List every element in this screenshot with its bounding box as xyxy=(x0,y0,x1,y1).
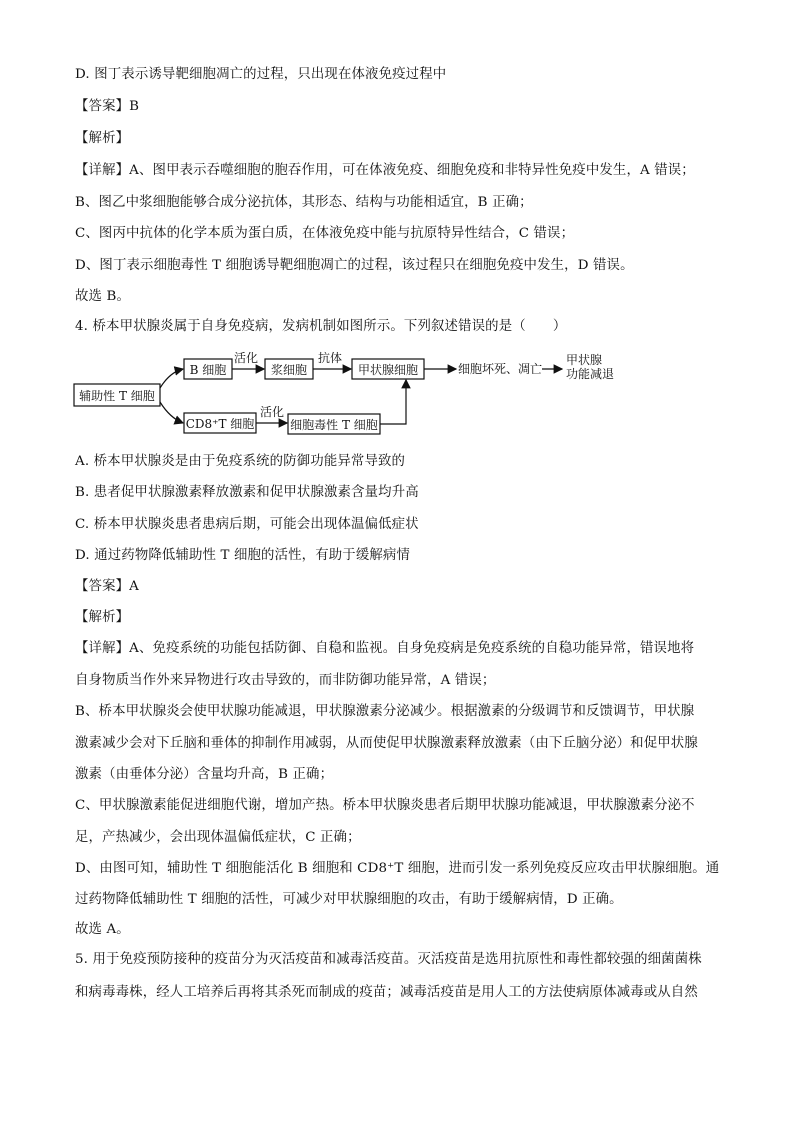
line-18: 激素减少会对下丘脑和垂体的抑制作用减弱，从而使促甲状腺激素释放激素（由下丘脑分泌）和促甲状腺 xyxy=(75,736,698,751)
question-5-line1: 5. 用于免疫预防接种的疫苗分为灭活疫苗和减毒活疫苗。灭活疫苗是选用抗原性和毒性都较强的细菌菌株 xyxy=(75,952,702,967)
line-3: 【详解】A、图甲表示吞噬细胞的胞吞作用，可在体液免疫、细胞免疫和非特异性免疫中发生，A 错误； xyxy=(75,163,695,178)
line-19: 激素（由垂体分泌）含量均升高，B 正确； xyxy=(75,767,334,782)
line-7: 故选 B。 xyxy=(75,289,131,304)
cd8-t-label: CD8⁺T 细胞 xyxy=(185,417,255,431)
activate-label-2: 活化 xyxy=(260,405,285,419)
question-4-stem: 4. 桥本甲状腺炎属于自身免疫病，发病机制如图所示。下列叙述错误的是（ ） xyxy=(75,319,567,334)
b-cell-label: B 细胞 xyxy=(189,363,227,377)
line-6: D、图丁表示细胞毒性 T 细胞诱导靶细胞凋亡的过程，该过程只在细胞免疫中发生，D 错误。 xyxy=(75,258,634,273)
answer-4: 【答案】A xyxy=(75,579,139,594)
plasma-cell-label: 浆细胞 xyxy=(270,363,308,377)
result-label-line1: 甲状腺 xyxy=(566,353,603,367)
option-b: B. 患者促甲状腺激素释放激素和促甲状腺激素含量均升高 xyxy=(75,485,419,500)
antibody-label: 抗体 xyxy=(318,351,343,365)
line-20: C、甲状腺激素能促进细胞代谢，增加产热。桥本甲状腺炎患者后期甲状腺功能减退，甲状腺激素分泌不 xyxy=(75,798,695,813)
activate-label-1: 活化 xyxy=(234,351,259,365)
arrow-cytotoxic-to-thyroid xyxy=(380,380,406,424)
pathogenesis-diagram xyxy=(72,350,632,440)
line-24: 故选 A。 xyxy=(75,922,130,937)
question-5-line2: 和病毒毒株，经人工培养后再将其杀死而制成的疫苗；减毒活疫苗是用人工的方法使病原体减毒或从自然 xyxy=(75,985,698,1000)
line-22: D、由图可知，辅助性 T 细胞能活化 B 细胞和 CD8⁺T 细胞，进而引发一系列免疫反应攻击甲状腺细胞。通 xyxy=(75,861,720,876)
line-1: 【答案】B xyxy=(75,99,140,114)
analysis-4: 【解析】 xyxy=(75,610,130,625)
line-21: 足，产热减少，会出现体温偏低症状，C 正确； xyxy=(75,830,361,845)
line-16: 自身物质当作外来异物进行攻击导致的，而非防御功能异常，A 错误； xyxy=(75,673,496,688)
outcome-label: 细胞坏死、凋亡 xyxy=(458,362,543,376)
cytotoxic-t-label: 细胞毒性 T 细胞 xyxy=(290,418,378,432)
line-2: 【解析】 xyxy=(75,131,130,146)
option-a: A. 桥本甲状腺炎是由于免疫系统的防御功能异常导致的 xyxy=(75,454,406,469)
arrow-helper-to-b xyxy=(160,369,183,388)
option-d: D. 通过药物降低辅助性 T 细胞的活性，有助于缓解病情 xyxy=(75,548,411,563)
line-17: B、桥本甲状腺炎会使甲状腺功能减退，甲状腺激素分泌减少。根据激素的分级调节和反馈调节，甲状腺 xyxy=(75,704,695,719)
line-5: C、图丙中抗体的化学本质为蛋白质，在体液免疫中能与抗原特异性结合，C 错误； xyxy=(75,226,575,241)
line-0: D. 图丁表示诱导靶细胞凋亡的过程，只出现在体液免疫过程中 xyxy=(75,67,447,82)
option-c: C. 桥本甲状腺炎患者患病后期，可能会出现体温偏低症状 xyxy=(75,517,419,532)
thyroid-cell-label: 甲状腺细胞 xyxy=(357,363,419,377)
line-4: B、图乙中浆细胞能够合成分泌抗体，其形态、结构与功能相适宜，B 正确； xyxy=(75,195,533,210)
line-23: 过药物降低辅助性 T 细胞的活性，可减少对甲状腺细胞的攻击，有助于缓解病情，D 正确。 xyxy=(75,892,623,907)
result-label-line2: 功能减退 xyxy=(566,367,615,381)
helper-t-label: 辅助性 T 细胞 xyxy=(79,389,155,403)
line-15: 【详解】A、免疫系统的功能包括防御、自稳和监视。自身免疫病是免疫系统的自稳功能异常，错误地将 xyxy=(75,641,695,656)
arrow-helper-to-cd8 xyxy=(160,402,183,423)
